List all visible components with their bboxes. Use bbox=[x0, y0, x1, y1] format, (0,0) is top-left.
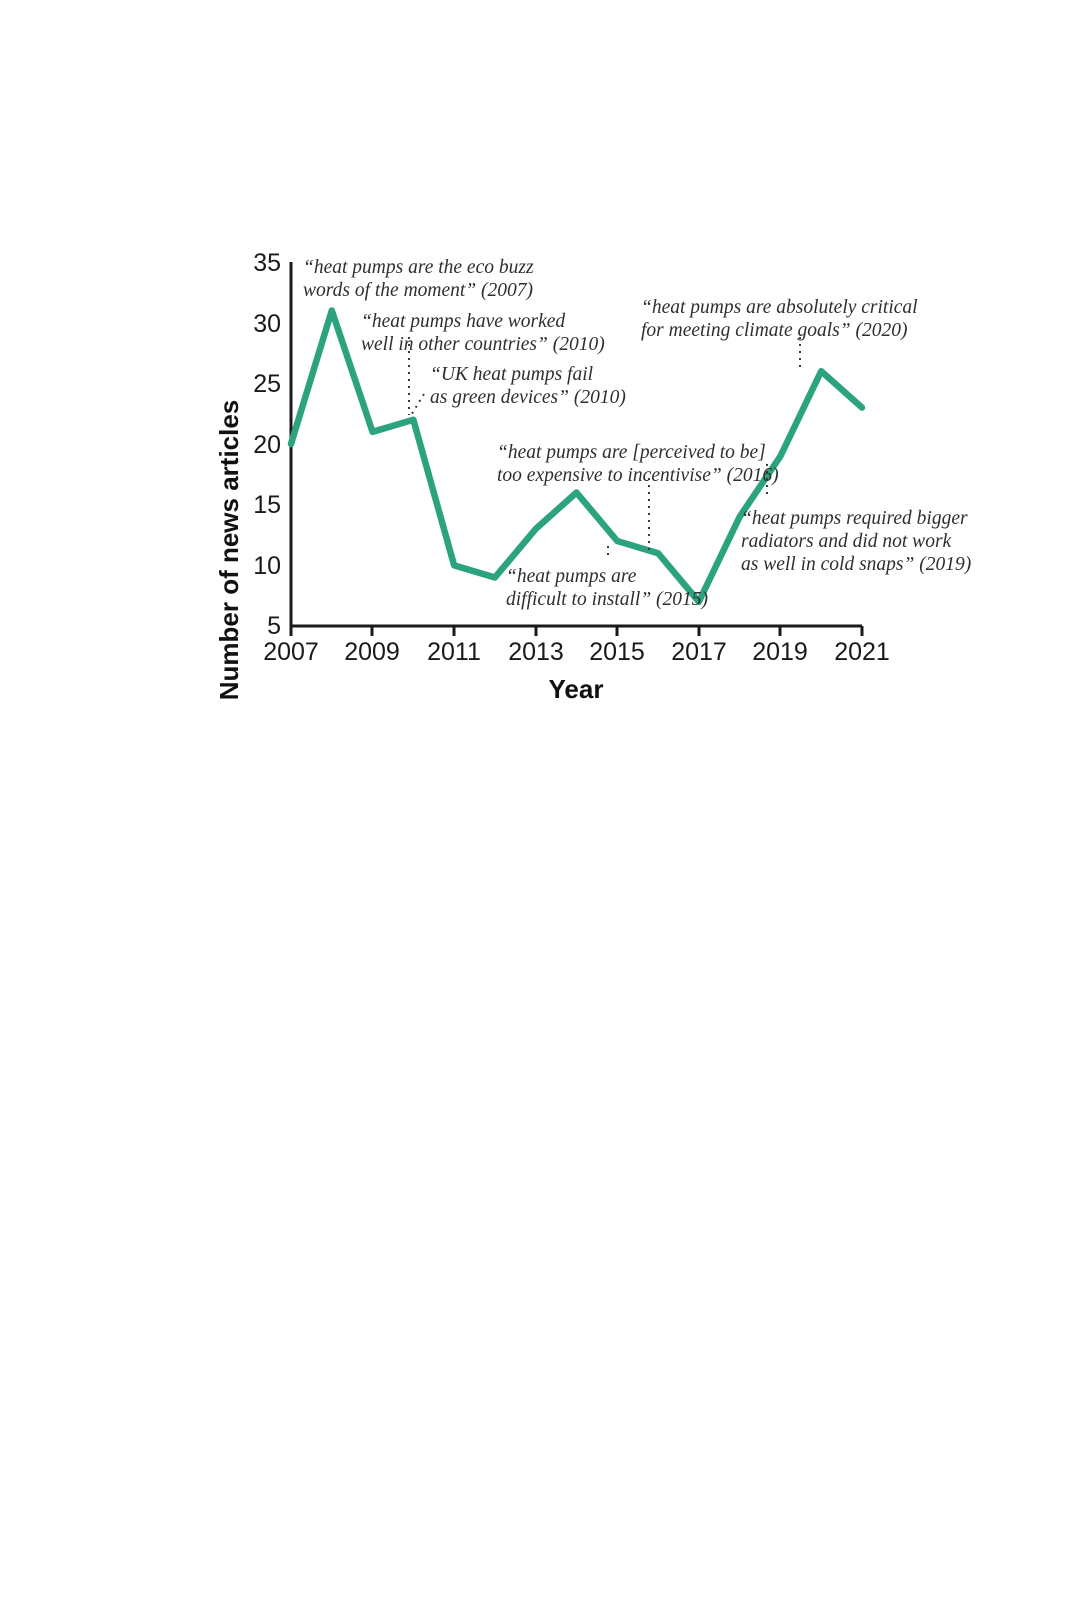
y-tick-label: 25 bbox=[253, 370, 281, 398]
annotation-2016 bbox=[497, 442, 779, 486]
annotation-line: words of the moment” (2007) bbox=[303, 280, 534, 301]
annotation-line: “heat pumps are absolutely critical bbox=[641, 297, 918, 318]
x-tick-label: 2009 bbox=[344, 638, 400, 666]
leader-line-2010-b bbox=[410, 394, 424, 417]
annotation-line: as green devices” (2010) bbox=[430, 387, 626, 408]
x-tick-label: 2007 bbox=[263, 638, 319, 666]
annotation-line: well in other countries” (2010) bbox=[361, 334, 605, 355]
annotation-2019 bbox=[741, 508, 971, 575]
annotation-line: “heat pumps are [perceived to be] bbox=[497, 442, 766, 463]
annotation-line: “heat pumps are bbox=[506, 566, 637, 587]
x-tick-label: 2017 bbox=[671, 638, 727, 666]
annotation-2010-a bbox=[361, 311, 605, 355]
y-tick-label: 15 bbox=[253, 491, 281, 519]
y-tick-label: 5 bbox=[267, 612, 281, 640]
y-axis-title-label: Number of news articles bbox=[214, 399, 244, 701]
x-tick-label: 2015 bbox=[589, 638, 645, 666]
x-axis-ticks bbox=[263, 638, 890, 666]
annotation-line: as well in cold snaps” (2019) bbox=[741, 554, 972, 575]
annotation-line: “heat pumps are the eco buzz bbox=[303, 257, 534, 278]
annotation-2007 bbox=[303, 257, 534, 301]
y-tick-label: 30 bbox=[253, 310, 281, 338]
x-tick-label: 2021 bbox=[834, 638, 890, 666]
y-tick-label: 10 bbox=[253, 552, 281, 580]
annotation-line: difficult to install” (2015) bbox=[506, 589, 709, 610]
y-tick-label: 20 bbox=[253, 431, 281, 459]
annotation-2020 bbox=[641, 297, 918, 341]
annotation-line: “UK heat pumps fail bbox=[430, 364, 594, 385]
y-tick-label: 35 bbox=[253, 249, 281, 277]
x-tick-label: 2019 bbox=[752, 638, 808, 666]
x-axis-title-label: Year bbox=[548, 674, 604, 704]
x-tick-label: 2011 bbox=[427, 638, 481, 666]
annotation-2010-b bbox=[430, 364, 626, 408]
y-axis-title bbox=[214, 400, 244, 701]
annotation-line: radiators and did not work bbox=[741, 531, 952, 552]
annotation-line: “heat pumps have worked bbox=[361, 311, 566, 332]
annotation-line: too expensive to incentivise” (2016) bbox=[497, 465, 779, 486]
y-axis-ticks bbox=[253, 249, 281, 640]
x-tick-label: 2013 bbox=[508, 638, 564, 666]
annotation-line: for meeting climate goals” (2020) bbox=[641, 320, 908, 341]
annotation-line: “heat pumps required bigger bbox=[741, 508, 968, 529]
